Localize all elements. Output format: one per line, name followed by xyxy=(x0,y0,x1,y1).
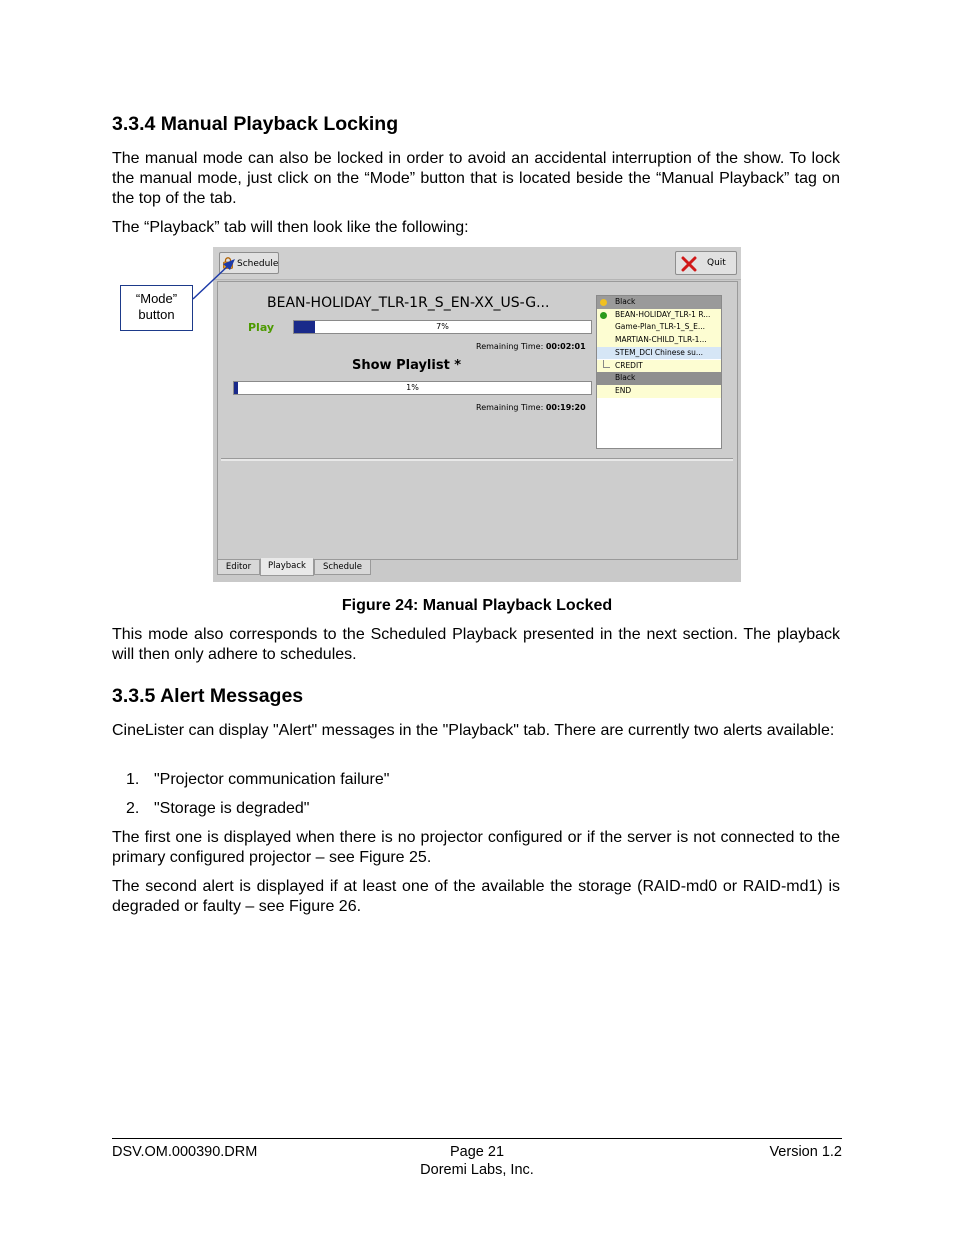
playlist-item[interactable] xyxy=(597,296,721,309)
list-item xyxy=(126,799,309,819)
tree-branch-icon xyxy=(603,360,610,368)
paragraph-manual-lock: The manual mode can also be locked in order to avoid an accidental interruption of the show. To lock the manual mode, just click on the “Mode” button that is located beside the “Manual Playback” tag on the top of the tab. xyxy=(112,150,840,207)
tab-editor[interactable]: Editor xyxy=(217,559,260,575)
playlist-item[interactable] xyxy=(597,347,721,360)
clip-progress-bar xyxy=(293,320,592,334)
playlist-item-label: MARTIAN-CHILD_TLR-1... xyxy=(615,335,707,345)
paragraph-projector-alert: The first one is displayed when there is no projector configured or if the server is not connected to the primary configured projector – see Figure 25. xyxy=(112,829,840,866)
paragraph-storage-alert: The second alert is displayed if at least one of the available the storage (RAID-md0 or RAID-md1) is degraded or faulty – see Figure 26. xyxy=(112,878,840,915)
section-heading-3-3-4: 3.3.4 Manual Playback Locking xyxy=(112,113,399,135)
footer-page-block xyxy=(377,1143,577,1179)
quit-button[interactable] xyxy=(675,251,737,275)
playlist-item[interactable] xyxy=(597,360,721,373)
playlist-item[interactable] xyxy=(597,372,721,385)
footer-version: Version 1.2 xyxy=(769,1144,842,1160)
playlist-remaining-value: 00:19:20 xyxy=(545,403,586,412)
quit-button-label: Quit xyxy=(707,258,726,268)
footer-company: Doremi Labs, Inc. xyxy=(420,1162,534,1178)
list-item xyxy=(126,770,389,790)
paragraph-playback-intro: The “Playback” tab will then look like the following: xyxy=(112,219,469,236)
list-text: "Projector communication failure" xyxy=(154,771,390,788)
playlist-list[interactable] xyxy=(596,295,722,449)
playlist-title: Show Playlist * xyxy=(352,358,462,373)
status-dot-icon xyxy=(600,299,607,306)
paragraph-alerts-intro: CineLister can display "Alert" messages in the "Playback" tab. There are currently two alerts available: xyxy=(112,722,835,739)
footer-page-number: Page 21 xyxy=(449,1144,505,1160)
playlist-item-label: END xyxy=(615,385,632,395)
panel-divider xyxy=(221,458,733,461)
playlist-item[interactable] xyxy=(597,309,721,322)
playback-screenshot xyxy=(213,247,741,582)
list-number: 2. xyxy=(126,800,140,817)
close-icon xyxy=(681,256,697,272)
clip-remaining-value: 00:02:01 xyxy=(545,342,586,351)
mode-button-callout: “Mode” button xyxy=(120,285,193,331)
playlist-item[interactable] xyxy=(597,321,721,334)
status-dot-icon xyxy=(600,312,607,319)
playlist-item-label: Black xyxy=(615,373,636,383)
clip-title: BEAN-HOLIDAY_TLR-1R_S_EN-XX_US-G... xyxy=(267,295,550,311)
play-status: Play xyxy=(248,321,275,334)
tab-playback[interactable]: Playback xyxy=(260,558,314,576)
playlist-item-label: CREDIT xyxy=(615,360,643,370)
figure-caption: Figure 24: Manual Playback Locked xyxy=(341,597,613,614)
playlist-item-label: STEM_DCI Chinese su... xyxy=(615,347,704,357)
playlist-item-label: Game-Plan_TLR-1_S_E... xyxy=(615,322,706,332)
playlist-progress-label: 1% xyxy=(406,383,419,392)
footer-doc-id: DSV.OM.000390.DRM xyxy=(112,1144,258,1160)
clip-remaining-label: Remaining Time: xyxy=(476,342,544,351)
playlist-item-label: BEAN-HOLIDAY_TLR-1 R... xyxy=(615,309,711,319)
playlist-item[interactable] xyxy=(597,334,721,347)
list-text: "Storage is degraded" xyxy=(154,800,310,817)
footer-rule xyxy=(112,1138,842,1139)
clip-progress-label: 7% xyxy=(436,322,449,331)
playlist-item[interactable] xyxy=(597,385,721,398)
tab-schedule[interactable]: Schedule xyxy=(314,559,371,575)
list-number: 1. xyxy=(126,771,140,788)
playlist-remaining-time xyxy=(476,403,586,412)
schedule-button-label: Schedule xyxy=(237,259,279,269)
clip-remaining-time xyxy=(476,342,586,351)
playlist-item-label: Black xyxy=(615,297,636,306)
playlist-progress-bar xyxy=(233,381,592,395)
toolbar xyxy=(213,247,741,280)
paragraph-scheduled-mode: This mode also corresponds to the Scheduled Playback presented in the next section. The playback will then only adhere to schedules. xyxy=(112,626,840,663)
callout-arrow xyxy=(190,255,240,303)
playlist-remaining-label: Remaining Time: xyxy=(476,403,544,412)
section-heading-3-3-5: 3.3.5 Alert Messages xyxy=(112,685,304,707)
